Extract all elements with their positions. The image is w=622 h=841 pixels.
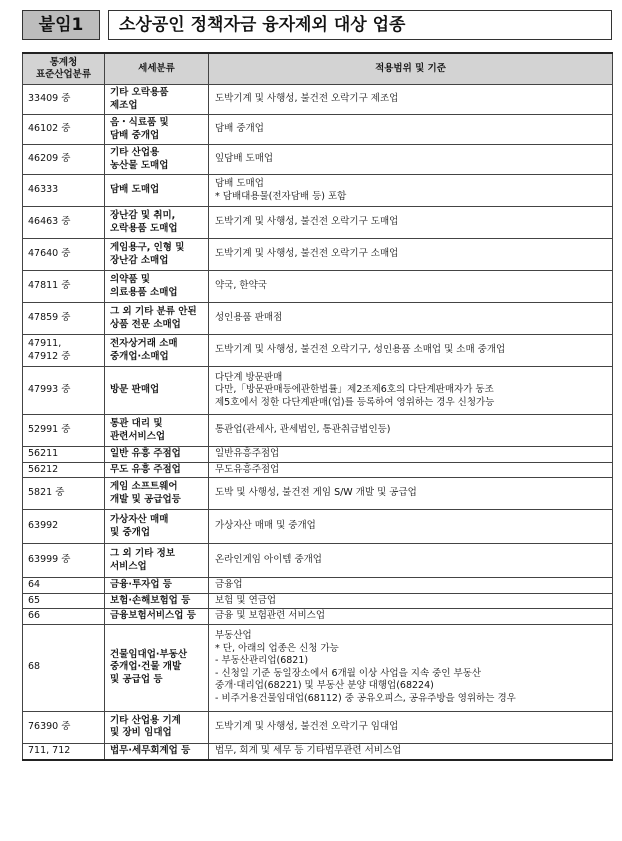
- name-cell: 일반 유흥 주점업: [105, 447, 209, 463]
- name-cell: 금융보험서비스업 등: [105, 609, 209, 625]
- name-cell: 음・식료품 및 담배 중개업: [105, 115, 209, 145]
- name-cell: 담배 도매업: [105, 175, 209, 207]
- title-bar: [22, 10, 612, 42]
- code-cell: 63999 중: [23, 544, 105, 578]
- scope-cell: 도박기계 및 사행성, 불건전 오락기구 임대업: [209, 711, 613, 743]
- name-cell: 전자상거래 소매 중개업·소매업: [105, 335, 209, 367]
- code-cell: 56211: [23, 447, 105, 463]
- table-row: [23, 447, 613, 463]
- name-cell: 그 외 기타 분류 안된 상품 전문 소매업: [105, 303, 209, 335]
- name-cell: 방문 판매업: [105, 367, 209, 415]
- table-row: [23, 207, 613, 239]
- name-cell: 가상자산 매매 및 중개업: [105, 510, 209, 544]
- scope-cell: 약국, 한약국: [209, 271, 613, 303]
- scope-cell: 도박기계 및 사행성, 불건전 오락기구, 성인용품 소매업 및 소매 중개업: [209, 335, 613, 367]
- name-cell: 의약품 및 의료용품 소매업: [105, 271, 209, 303]
- code-cell: 68: [23, 624, 105, 711]
- code-cell: 47911, 47912 중: [23, 335, 105, 367]
- table-row: [23, 593, 613, 609]
- table-row: [23, 462, 613, 478]
- table-row: [23, 367, 613, 415]
- code-cell: 46463 중: [23, 207, 105, 239]
- table-row: [23, 510, 613, 544]
- scope-cell: 도박기계 및 사행성, 불건전 오락기구 제조업: [209, 85, 613, 115]
- table-row: [23, 609, 613, 625]
- name-cell: 법무·세무회계업 등: [105, 743, 209, 760]
- table-row: [23, 544, 613, 578]
- table-row: [23, 478, 613, 510]
- name-cell: 기타 오락용품 제조업: [105, 85, 209, 115]
- table-row: [23, 624, 613, 711]
- name-cell: 게임용구, 인형 및 장난감 소매업: [105, 239, 209, 271]
- scope-cell: 잎담배 도매업: [209, 145, 613, 175]
- code-cell: 47640 중: [23, 239, 105, 271]
- scope-cell: 성인용품 판매점: [209, 303, 613, 335]
- column-header-code: 통계청 표준산업분류: [23, 53, 105, 85]
- table-row: [23, 239, 613, 271]
- table-row: [23, 743, 613, 760]
- name-cell: 장난감 및 취미, 오락용품 도매업: [105, 207, 209, 239]
- scope-cell: 일반유흥주점업: [209, 447, 613, 463]
- table-row: [23, 711, 613, 743]
- scope-cell: 다단계 방문판매 다만,「방문판매등에관한법률」제2조제6호의 다단계판매자가 동조 제5호에서 정한 다단계판매(업)를 등록하여 영위하는 경우 신청가능: [209, 367, 613, 415]
- name-cell: 무도 유흥 주점업: [105, 462, 209, 478]
- scope-cell: 도박기계 및 사행성, 불건전 오락기구 소매업: [209, 239, 613, 271]
- code-cell: 46102 중: [23, 115, 105, 145]
- code-cell: 63992: [23, 510, 105, 544]
- code-cell: 65: [23, 593, 105, 609]
- scope-cell: 담배 도매업 * 담배대용물(전자담배 등) 포함: [209, 175, 613, 207]
- table-row: [23, 115, 613, 145]
- scope-cell: 보험 및 연금업: [209, 593, 613, 609]
- code-cell: 52991 중: [23, 415, 105, 447]
- code-cell: 5821 중: [23, 478, 105, 510]
- name-cell: 게임 소프트웨어 개발 및 공급업등: [105, 478, 209, 510]
- name-cell: 기타 산업용 기계 및 장비 임대업: [105, 711, 209, 743]
- name-cell: 금융·투자업 등: [105, 578, 209, 594]
- scope-cell: 온라인게임 아이템 중개업: [209, 544, 613, 578]
- table-row: [23, 335, 613, 367]
- scope-cell: 가상자산 매매 및 중개업: [209, 510, 613, 544]
- table-row: [23, 271, 613, 303]
- page-title: 소상공인 정책자금 융자제외 대상 업종: [108, 10, 612, 40]
- table-row: [23, 85, 613, 115]
- code-cell: 66: [23, 609, 105, 625]
- scope-cell: 도박기계 및 사행성, 불건전 오락기구 도매업: [209, 207, 613, 239]
- code-cell: 711, 712: [23, 743, 105, 760]
- table-row: [23, 303, 613, 335]
- scope-cell: 무도유흥주점업: [209, 462, 613, 478]
- scope-cell: 부동산업 * 단, 아래의 업종은 신청 가능 - 부동산관리업(6821) - 신청일 기준 동일장소에서 6개월 이상 사업을 지속 중인 부동산 중개·대리업(68221) 및 부동산 분양 대행업(68224) - 비주거용건물임대업(68112) 중 공유오피스, 공유주방을 영위하는 경우: [209, 624, 613, 711]
- column-header-name: 세세분류: [105, 53, 209, 85]
- code-cell: 76390 중: [23, 711, 105, 743]
- name-cell: 그 외 기타 정보 서비스업: [105, 544, 209, 578]
- code-cell: 33409 중: [23, 85, 105, 115]
- table-header-row: [23, 53, 613, 85]
- code-cell: 46333: [23, 175, 105, 207]
- scope-cell: 도박 및 사행성, 불건전 게임 S/W 개발 및 공급업: [209, 478, 613, 510]
- name-cell: 건물임대업·부동산 중개업·건물 개발 및 공급업 등: [105, 624, 209, 711]
- scope-cell: 법무, 회계 및 세무 등 기타법무관련 서비스업: [209, 743, 613, 760]
- table-row: [23, 145, 613, 175]
- table-row: [23, 578, 613, 594]
- excluded-industries-table: [22, 52, 613, 761]
- code-cell: 47811 중: [23, 271, 105, 303]
- table-row: [23, 415, 613, 447]
- scope-cell: 금융 및 보험관련 서비스업: [209, 609, 613, 625]
- scope-cell: 금융업: [209, 578, 613, 594]
- column-header-scope: 적용범위 및 기준: [209, 53, 613, 85]
- code-cell: 47993 중: [23, 367, 105, 415]
- attachment-badge: 붙임1: [22, 10, 100, 40]
- table-body: [23, 85, 613, 761]
- name-cell: 기타 산업용 농산물 도매업: [105, 145, 209, 175]
- code-cell: 47859 중: [23, 303, 105, 335]
- code-cell: 56212: [23, 462, 105, 478]
- table-row: [23, 175, 613, 207]
- scope-cell: 통관업(관세사, 관세법인, 통관취급법인등): [209, 415, 613, 447]
- name-cell: 통관 대리 및 관련서비스업: [105, 415, 209, 447]
- code-cell: 46209 중: [23, 145, 105, 175]
- scope-cell: 담배 중개업: [209, 115, 613, 145]
- name-cell: 보험·손해보험업 등: [105, 593, 209, 609]
- code-cell: 64: [23, 578, 105, 594]
